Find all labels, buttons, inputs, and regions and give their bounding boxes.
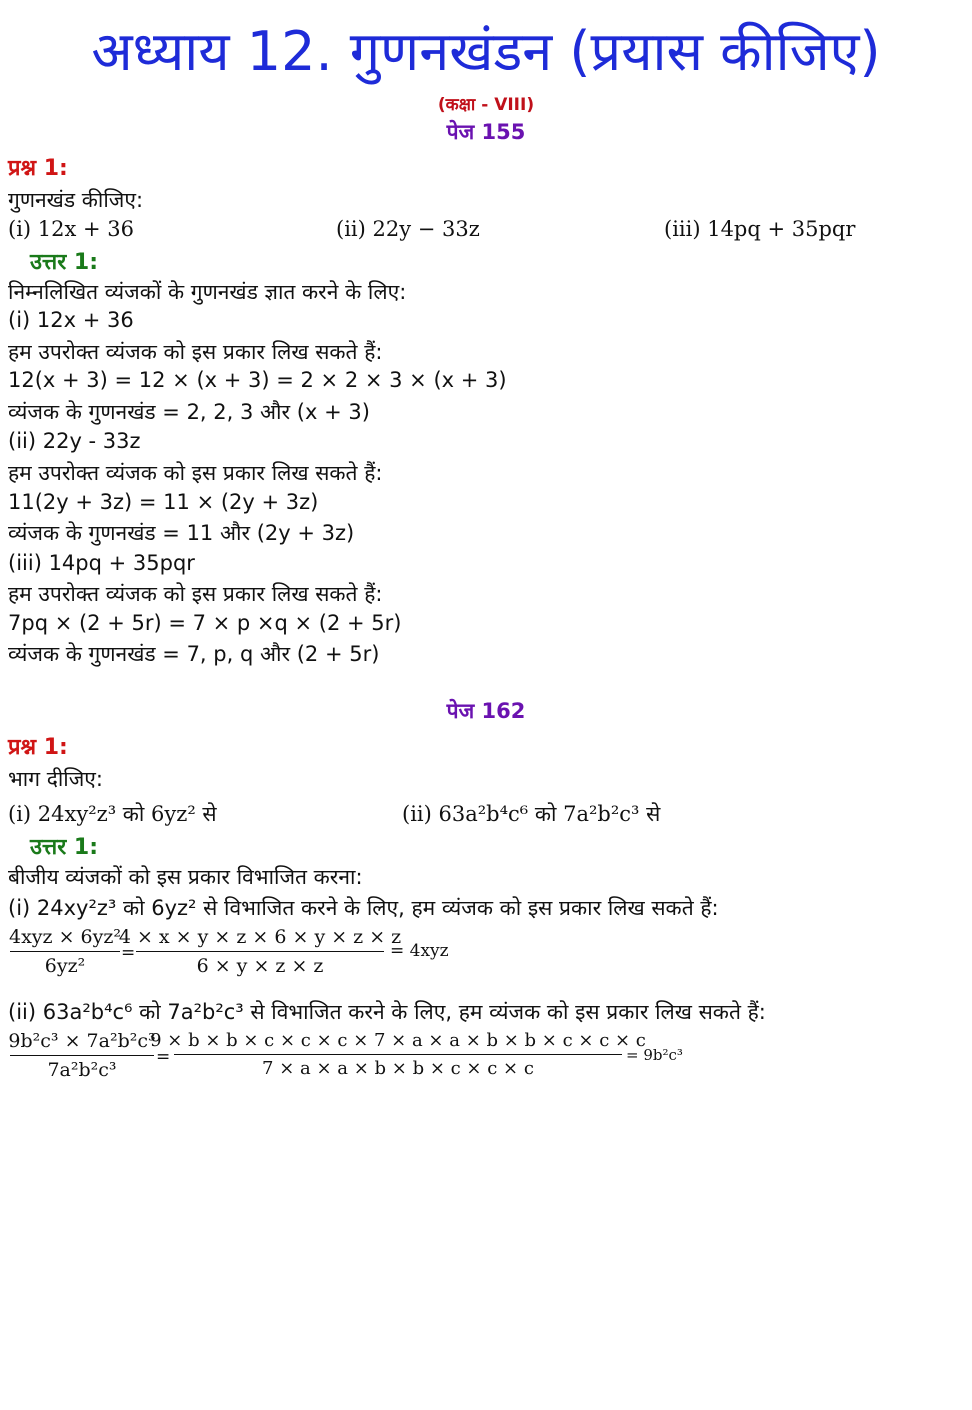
instruction-text: गुणनखंड कीजिए:	[8, 188, 144, 212]
division-ii-text: (ii) 63a²b⁴c⁶ को 7a²b²c³ से विभाजित करने के लिए, हम व्यंजक को इस प्रकार लिख सकते हैं:	[8, 1000, 766, 1024]
answer-intro: निम्नलिखित व्यंजकों के गुणनखंड ज्ञात करने के लिए:	[8, 280, 407, 304]
fraction-ii-1-numerator: 9b²c³ × 7a²b²c³	[8, 1030, 156, 1052]
fraction-i-1-denominator: 6yz²	[44, 955, 86, 977]
question-label: प्रश्न 1:	[8, 156, 68, 181]
part-i-heading: (i) 12x + 36	[8, 308, 134, 332]
page-number-162: पेज 162	[446, 699, 526, 723]
part-ii-expression: 11(2y + 3z) = 11 × (2y + 3z)	[8, 490, 319, 514]
part-iii-factors: व्यंजक के गुणनखंड = 7, p, q और (2 + 5r)	[8, 642, 380, 666]
fraction-ii-2-denominator: 7 × a × a × b × b × c × c × c	[262, 1058, 534, 1079]
answer-label-2: उत्तर 1:	[30, 835, 99, 860]
division-i-text: (i) 24xy²z³ को 6yz² से विभाजित करने के लिए, हम व्यंजक को इस प्रकार लिख सकते हैं:	[8, 896, 719, 920]
part-ii-heading: (ii) 22y - 33z	[8, 429, 141, 453]
fraction-ii-1	[10, 1030, 154, 1081]
division-i-result: = 4xyz	[390, 941, 449, 961]
part-iii-write-text: हम उपरोक्त व्यंजक को इस प्रकार लिख सकते हैं:	[8, 582, 383, 606]
division-ii-result: = 9b²c³	[626, 1046, 683, 1064]
part-iii-expression: 7pq × (2 + 5r) = 7 × p ×q × (2 + 5r)	[8, 611, 402, 635]
question-part-i: (i) 12x + 36	[8, 217, 135, 241]
part-i-write-text: हम उपरोक्त व्यंजक को इस प्रकार लिख सकते हैं:	[8, 340, 383, 364]
instruction-text-2: भाग दीजिए:	[8, 767, 103, 791]
fraction-bar	[136, 951, 384, 952]
fraction-i-2	[118, 926, 402, 977]
chapter-title: अध्याय 12. गुणनखंडन (प्रयास कीजिए)	[91, 20, 881, 83]
fraction-i-2-denominator: 6 × y × z × z	[196, 955, 324, 977]
equals-sign: =	[156, 1047, 171, 1067]
division-intro: बीजीय व्यंजकों को इस प्रकार विभाजित करना:	[8, 865, 363, 889]
question-part-iii: (iii) 14pq + 35pqr	[664, 217, 856, 241]
part-i-expression: 12(x + 3) = 12 × (x + 3) = 2 × 2 × 3 × (x + 3)	[8, 368, 507, 392]
question-label-2: प्रश्न 1:	[8, 735, 68, 760]
fraction-bar	[10, 951, 120, 952]
fraction-i-2-numerator: 4 × x × y × z × 6 × y × z × z	[118, 926, 402, 948]
equals-sign: =	[121, 943, 136, 963]
answer-label: उत्तर 1:	[30, 250, 99, 275]
part-ii-write-text: हम उपरोक्त व्यंजक को इस प्रकार लिख सकते हैं:	[8, 461, 383, 485]
fraction-ii-2	[150, 1030, 646, 1079]
fraction-i-1	[10, 926, 120, 977]
fraction-bar	[174, 1054, 622, 1055]
part-iii-heading: (iii) 14pq + 35pqr	[8, 551, 195, 575]
page-number-155: पेज 155	[446, 120, 526, 144]
question-part-ii: (ii) 22y − 33z	[336, 217, 480, 241]
division-part-i: (i) 24xy²z³ को 6yz² से	[8, 802, 217, 826]
fraction-i-1-numerator: 4xyz × 6yz²	[9, 926, 121, 948]
fraction-ii-2-numerator: 9 × b × b × c × c × c × 7 × a × a × b × b × c × c × c	[150, 1030, 646, 1051]
fraction-bar	[10, 1055, 154, 1056]
part-i-factors: व्यंजक के गुणनखंड = 2, 2, 3 और (x + 3)	[8, 400, 370, 424]
class-label: (कक्षा - VIII)	[437, 95, 535, 115]
part-ii-factors: व्यंजक के गुणनखंड = 11 और (2y + 3z)	[8, 521, 355, 545]
division-part-ii: (ii) 63a²b⁴c⁶ को 7a²b²c³ से	[402, 802, 661, 826]
fraction-ii-1-denominator: 7a²b²c³	[47, 1059, 117, 1081]
